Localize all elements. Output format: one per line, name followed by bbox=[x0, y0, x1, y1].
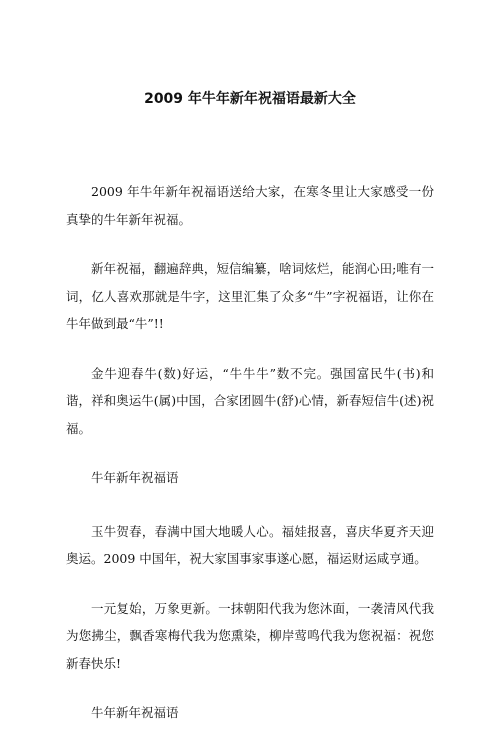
section-heading: 牛年新年祝福语 bbox=[91, 705, 179, 720]
paragraph-golden-ox: 金牛迎春牛(数)好运，“牛牛牛”数不完。强国富民牛(书)和谐，祥和奥运牛(属)中国，合家团圆牛(舒)心情，新春短信牛(述)祝福。 bbox=[66, 365, 434, 436]
paragraph-intro: 2009 年牛年新年祝福语送给大家，在寒冬里让大家感受一份真挚的牛年新年祝福。 bbox=[66, 184, 434, 227]
paragraph-new-year: 一元复始，万象更新。一抹朝阳代我为您沐面，一袭清风代我为您拂尘，飘香寒梅代我为您熏染，柳岸莺鸣代我为您祝福：祝您新春快乐! bbox=[66, 600, 434, 671]
section-heading: 牛年新年祝福语 bbox=[91, 470, 179, 485]
paragraph-jade-ox: 玉牛贺春，春满中国大地暖人心。福娃报喜，喜庆华夏齐天迎奥运。2009 中国年，祝大家国事家事遂心愿，福运财运咸亨通。 bbox=[66, 523, 434, 566]
document-title: 2009 年牛年新年祝福语最新大全 bbox=[144, 91, 356, 107]
paragraph-niu-word: 新年祝福，翻遍辞典，短信编纂，啥词炫烂，能润心田;唯有一词，亿人喜欢那就是牛字，这里汇集了众多“牛”字祝福语，让你在牛年做到最“牛”!! bbox=[66, 261, 434, 331]
document-body bbox=[66, 178, 434, 753]
